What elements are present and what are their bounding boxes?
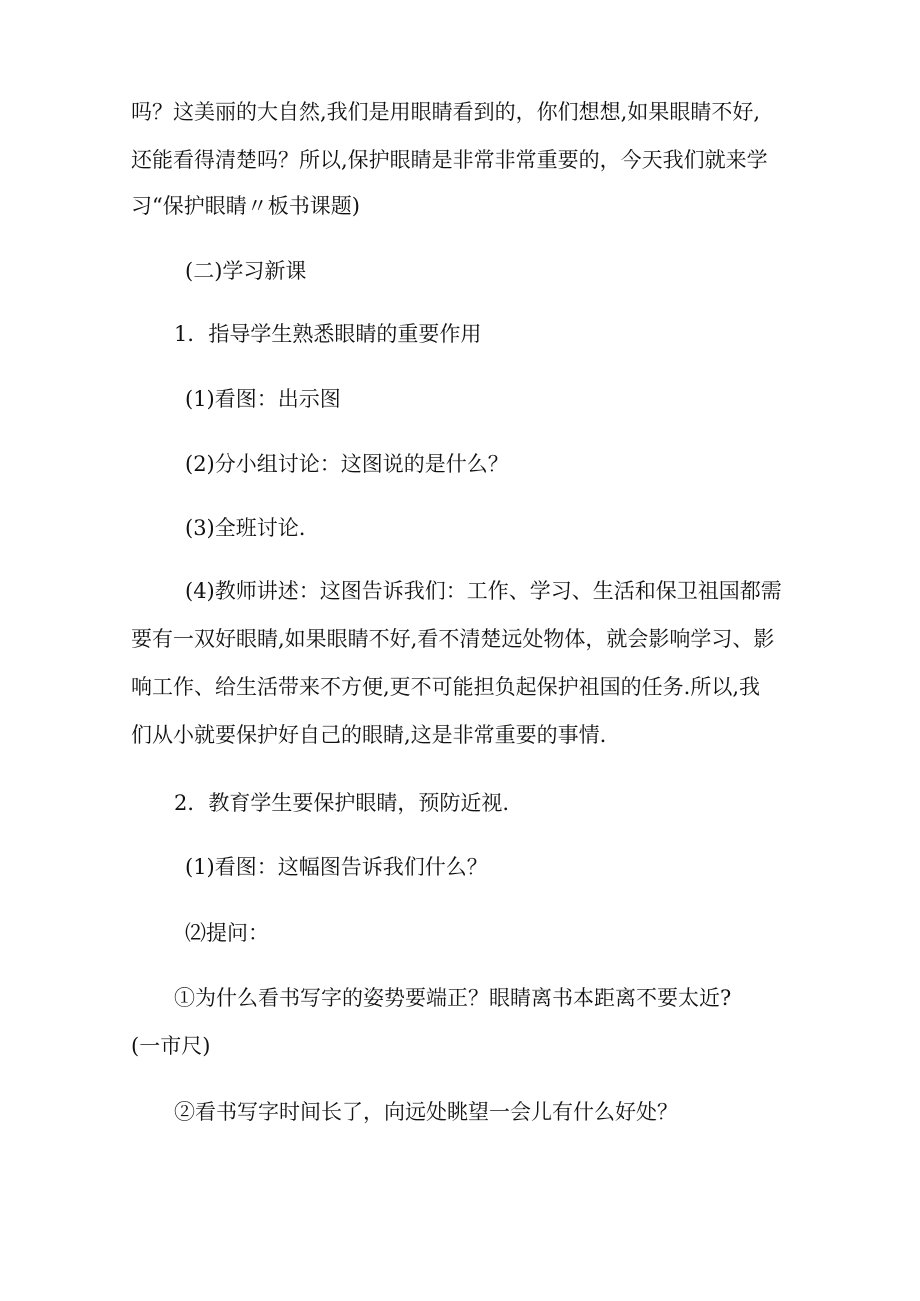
paragraph-line: 们从小就要保护好自己的眼睛,这是非常重要的事情.: [131, 723, 607, 747]
list-item: ⑵提问：: [185, 921, 269, 945]
list-item-heading: 1．指导学生熟悉眼睛的重要作用: [174, 322, 482, 346]
list-item: (2)分小组讨论：这图说的是什么？: [185, 452, 509, 476]
list-item-heading: 2．教育学生要保护眼睛，预防近视.: [174, 791, 510, 815]
paragraph-line: 还能看得清楚吗？所以,保护眼睛是非常非常重要的，今天我们就来学: [131, 148, 768, 172]
paragraph-line: 要有一双好眼睛,如果眼睛不好,看不清楚远处物体，就会影响学习、影: [131, 627, 775, 651]
paragraph-line: (4)教师讲述：这图告诉我们：工作、学习、生活和保卫祖国都需: [185, 579, 782, 603]
question-line: ②看书写字时间长了，向远处眺望一会儿有什么好处？: [174, 1100, 678, 1124]
paragraph-line: 吗？这美丽的大自然,我们是用眼睛看到的，你们想想,如果眼睛不好,: [131, 100, 761, 124]
paragraph-line: 习“保护眼睛〃板书课题): [131, 194, 360, 218]
list-item: (3)全班讨论.: [185, 516, 306, 540]
question-line: (一市尺): [131, 1034, 211, 1058]
list-item: (1)看图：这幅图告诉我们什么？: [185, 855, 488, 879]
question-line: ①为什么看书写字的姿势要端正？眼睛离书本距离不要太近?: [174, 986, 732, 1010]
paragraph-line: 响工作、给生活带来不方便,更不可能担负起保护祖国的任务.所以,我: [131, 675, 761, 699]
section-heading: (二)学习新课: [185, 259, 307, 283]
list-item: (1)看图：出示图: [185, 387, 341, 411]
